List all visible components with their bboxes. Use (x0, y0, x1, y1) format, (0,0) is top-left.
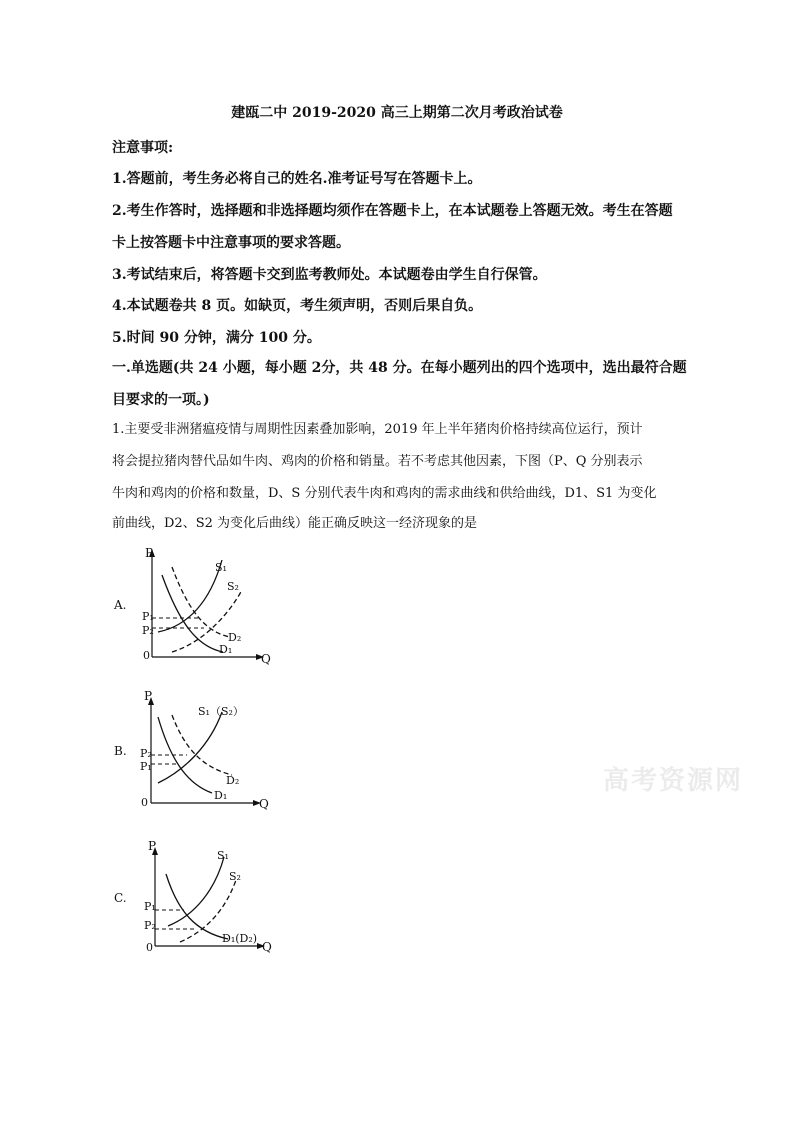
curve-label: D₂ (226, 774, 240, 787)
notice-item: 4.本试题卷共 8 页。如缺页，考生须声明，否则后果自负。 (112, 298, 483, 314)
q-axis-label: Q (259, 797, 269, 811)
question-stem: 将会提拉猪肉替代品如牛肉、鸡肉的价格和销量。若不考虑其他因素，下图（P、Q 分别表示 (112, 454, 643, 469)
watermark: 高考资源网 (603, 766, 744, 796)
p-axis-label: P (148, 839, 157, 853)
price-label: P₁ (140, 760, 152, 773)
price-label: P₁ (142, 610, 154, 623)
price-label: P₂ (140, 747, 152, 760)
origin-label: 0 (141, 796, 148, 809)
notice-item: 1.答题前，考生务必将自己的姓名.准考证号写在答题卡上。 (112, 171, 482, 187)
section-heading: 一.单选题(共 24 小题，每小题 2分，共 48 分。在每小题列出的四个选项中，选出最符合题 (112, 360, 687, 376)
price-label: P₂ (144, 919, 156, 932)
option-label-b: B. (114, 744, 127, 758)
q-axis-label: Q (262, 940, 272, 954)
curve-label: S₂ (229, 870, 241, 883)
origin-label: 0 (146, 941, 153, 954)
curve-label: D₁ (214, 789, 228, 802)
p-axis-label: P (144, 689, 153, 703)
curve-label: D₂ (228, 631, 242, 644)
section-heading-cont: 目要求的一项。) (112, 392, 210, 408)
price-label: P₁ (144, 900, 156, 913)
question-stem: 1.主要受非洲猪瘟疫情与周期性因素叠加影响，2019 年上半年猪肉价格持续高位运行，预计 (112, 422, 643, 437)
q-axis-label: Q (261, 652, 271, 666)
question-stem: 牛肉和鸡肉的价格和数量，D、S 分别代表牛肉和鸡肉的需求曲线和供给曲线，D1、S1 为变化 (112, 486, 657, 501)
curve-label: D₁ (219, 643, 233, 656)
notice-item: 卡上按答题卡中注意事项的要求答题。 (112, 235, 350, 251)
price-label: P₂ (142, 624, 154, 637)
origin-label: 0 (143, 649, 150, 662)
notice-heading: 注意事项: (112, 140, 174, 156)
curve-label: S₁（S₂） (198, 705, 244, 718)
curve-label: S₂ (227, 580, 239, 593)
p-axis-label: P (145, 546, 154, 560)
option-label-c: C. (114, 891, 127, 905)
notice-item: 3.考试结束后，将答题卡交到监考教师处。本试题卷由学生自行保管。 (112, 267, 547, 283)
notice-item: 5.时间 90 分钟，满分 100 分。 (112, 330, 321, 346)
curve-label: S₁ (215, 561, 227, 574)
notice-item: 2.考生作答时，选择题和非选择题均须作在答题卡上，在本试题卷上答题无效。考生在答题 (112, 203, 673, 219)
question-stem: 前曲线，D2、S2 为变化后曲线）能正确反映这一经济现象的是 (112, 516, 478, 531)
page-title: 建瓯二中 2019-2020 高三上期第二次月考政治试卷 (231, 105, 563, 121)
option-label-a: A. (114, 598, 127, 612)
curve-label: D₁(D₂) (222, 932, 258, 945)
curve-label: S₁ (217, 849, 229, 862)
